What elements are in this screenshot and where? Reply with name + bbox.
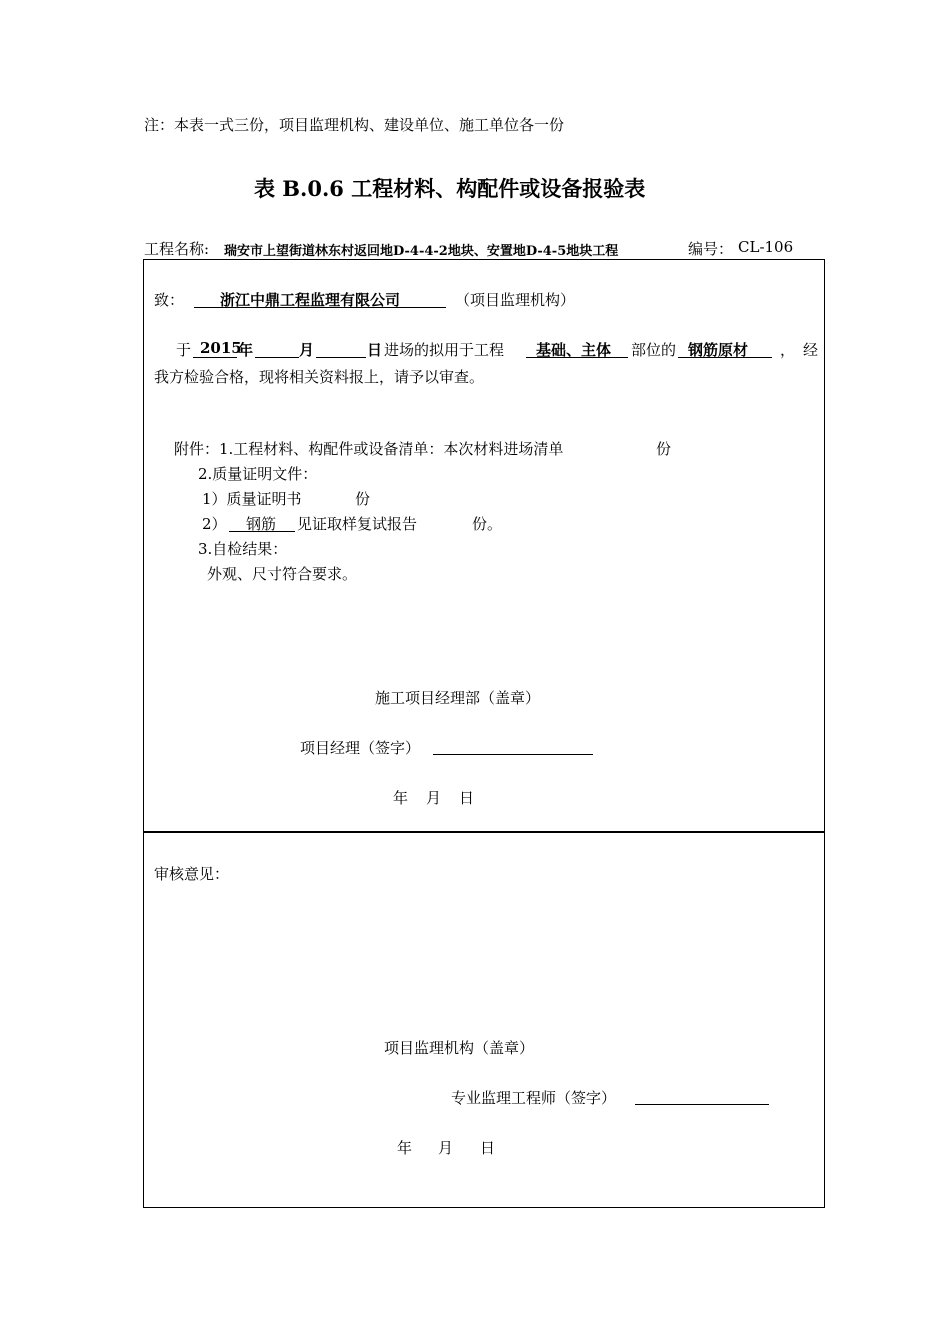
attachment-item2-2-unit: 份。 [472,515,503,533]
manager-sign-line[interactable] [433,737,593,755]
attachment-item3: 3.自检结果： [198,540,288,558]
top-date-month: 月 [426,789,442,807]
body-material: 钢筋原材 [688,341,749,359]
attachment-item2-2-material: 钢筋 [246,515,277,533]
month-underline [255,339,299,358]
attachment-item3-text: 外观、尺寸符合要求。 [207,565,358,583]
manager-sign-label: 项目经理（签字） [300,739,421,757]
review-label: 审核意见： [154,865,230,883]
project-name-value: 瑞安市上望街道林东村返回地D-4-4-2地块、安置地D-4-5地块工程 [224,244,619,259]
code-label: 编号： [688,240,734,258]
body-part: 基础、主体 [536,341,612,359]
to-suffix: （项目监理机构） [455,291,576,309]
top-date-year: 年 [393,789,409,807]
body-ri: 日 [367,341,383,359]
project-name-label: 工程名称: [144,240,210,258]
contractor-stamp: 施工项目经理部（盖章） [375,689,541,707]
to-value: 浙江中鼎工程监理有限公司 [220,291,401,309]
body-year: 2015 [200,339,242,357]
bottom-date-year: 年 [397,1139,413,1157]
body-yue: 月 [299,341,315,359]
attachment-item2-2-text: 见证取样复试报告 [297,515,418,533]
day-underline [316,339,366,358]
body-text2: 部位的 [631,341,677,359]
engineer-sign-label: 专业监理工程师（签字） [451,1089,617,1107]
engineer-sign-line[interactable] [635,1087,769,1105]
body-text3: ，经 [780,341,827,359]
body-nian: 年 [238,341,254,359]
table-note: 注：本表一式三份，项目监理机构、建设单位、施工单位各一份 [144,116,565,134]
attachment-item1-unit: 份 [656,440,672,458]
supervision-stamp: 项目监理机构（盖章） [384,1039,535,1057]
page-title: 表 B.0.6 工程材料、构配件或设备报验表 [254,176,646,201]
to-label: 致： [154,291,185,309]
attachment-item2-1: 1）质量证明书 [202,490,302,508]
attachment-item2-1-unit: 份 [355,490,371,508]
body-text1: 进场的拟用于工程 [384,341,505,359]
attachment-item1: 附件：1.工程材料、构配件或设备清单：本次材料进场清单 [174,440,564,458]
bottom-date-day: 日 [480,1139,496,1157]
top-date-day: 日 [459,789,475,807]
body-yu: 于 [176,341,192,359]
attachment-item2-2-prefix: 2） [202,515,227,533]
attachment-item2: 2.质量证明文件： [198,465,318,483]
body-line2: 我方检验合格，现将相关资料报上，请予以审查。 [154,368,485,386]
code-value: CL-106 [738,238,794,256]
bottom-date-month: 月 [438,1139,454,1157]
